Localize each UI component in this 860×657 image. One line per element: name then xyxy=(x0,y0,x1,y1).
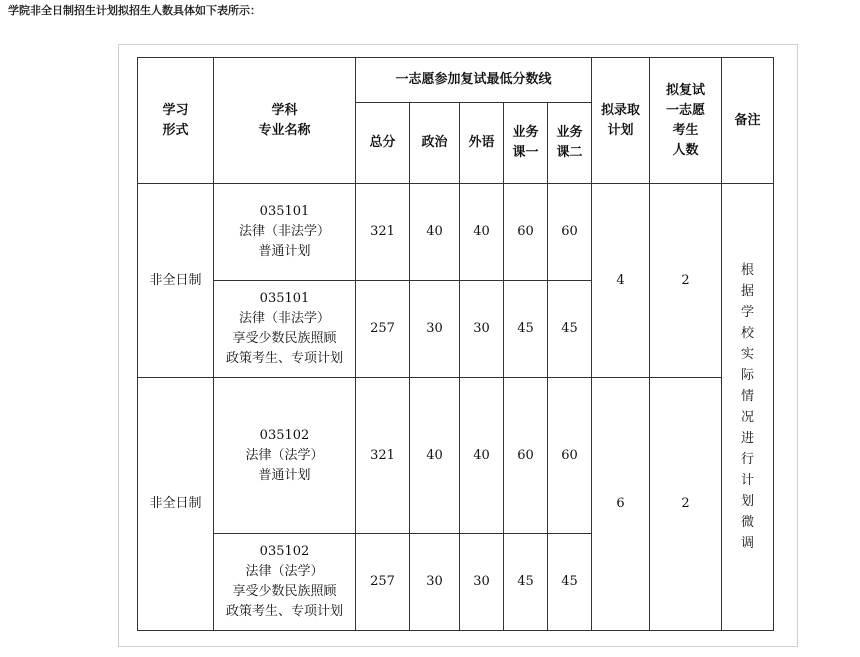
header-foreign: 外语 xyxy=(460,103,504,184)
table-row xyxy=(138,378,774,534)
major-cell: 035102 法律（法学） 普通计划 xyxy=(214,378,356,534)
course1-cell: 45 xyxy=(504,281,548,378)
table-row xyxy=(138,184,774,281)
foreign-cell: 40 xyxy=(460,184,504,281)
total-cell: 321 xyxy=(356,378,410,534)
major-cell: 035101 法律（非法学） 享受少数民族照顾 政策考生、专项计划 xyxy=(214,281,356,378)
course1-cell: 60 xyxy=(504,378,548,534)
header-form: 学习 形式 xyxy=(138,58,214,184)
politics-cell: 40 xyxy=(410,184,460,281)
course2-cell: 60 xyxy=(548,378,592,534)
course2-cell: 60 xyxy=(548,184,592,281)
header-min-score: 一志愿参加复试最低分数线 xyxy=(356,58,592,103)
major-cell: 035102 法律（法学） 享受少数民族照顾 政策考生、专项计划 xyxy=(214,534,356,631)
total-cell: 321 xyxy=(356,184,410,281)
header-retest: 拟复试 一志愿 考生 人数 xyxy=(650,58,722,184)
total-cell: 257 xyxy=(356,281,410,378)
header-note: 备注 xyxy=(722,58,774,184)
header-total: 总分 xyxy=(356,103,410,184)
politics-cell: 40 xyxy=(410,378,460,534)
course2-cell: 45 xyxy=(548,281,592,378)
intro-text: 学院非全日制招生计划拟招生人数具体如下表所示： xyxy=(8,4,261,17)
note-text: 根据学校实际情况进行计划微调 xyxy=(741,263,755,551)
foreign-cell: 30 xyxy=(460,534,504,631)
politics-cell: 30 xyxy=(410,534,460,631)
header-plan: 拟录取 计划 xyxy=(592,58,650,184)
form-cell: 非全日制 xyxy=(138,184,214,378)
note-cell xyxy=(722,184,774,631)
total-cell: 257 xyxy=(356,534,410,631)
form-cell: 非全日制 xyxy=(138,378,214,631)
course1-cell: 45 xyxy=(504,534,548,631)
foreign-cell: 40 xyxy=(460,378,504,534)
header-politics: 政治 xyxy=(410,103,460,184)
plan-cell: 6 xyxy=(592,378,650,631)
admission-table xyxy=(137,57,774,631)
header-course1: 业务 课一 xyxy=(504,103,548,184)
course1-cell: 60 xyxy=(504,184,548,281)
foreign-cell: 30 xyxy=(460,281,504,378)
major-cell: 035101 法律（非法学） 普通计划 xyxy=(214,184,356,281)
header-major: 学科 专业名称 xyxy=(214,58,356,184)
retest-cell: 2 xyxy=(650,184,722,378)
retest-cell: 2 xyxy=(650,378,722,631)
politics-cell: 30 xyxy=(410,281,460,378)
plan-cell: 4 xyxy=(592,184,650,378)
header-course2: 业务 课二 xyxy=(548,103,592,184)
course2-cell: 45 xyxy=(548,534,592,631)
